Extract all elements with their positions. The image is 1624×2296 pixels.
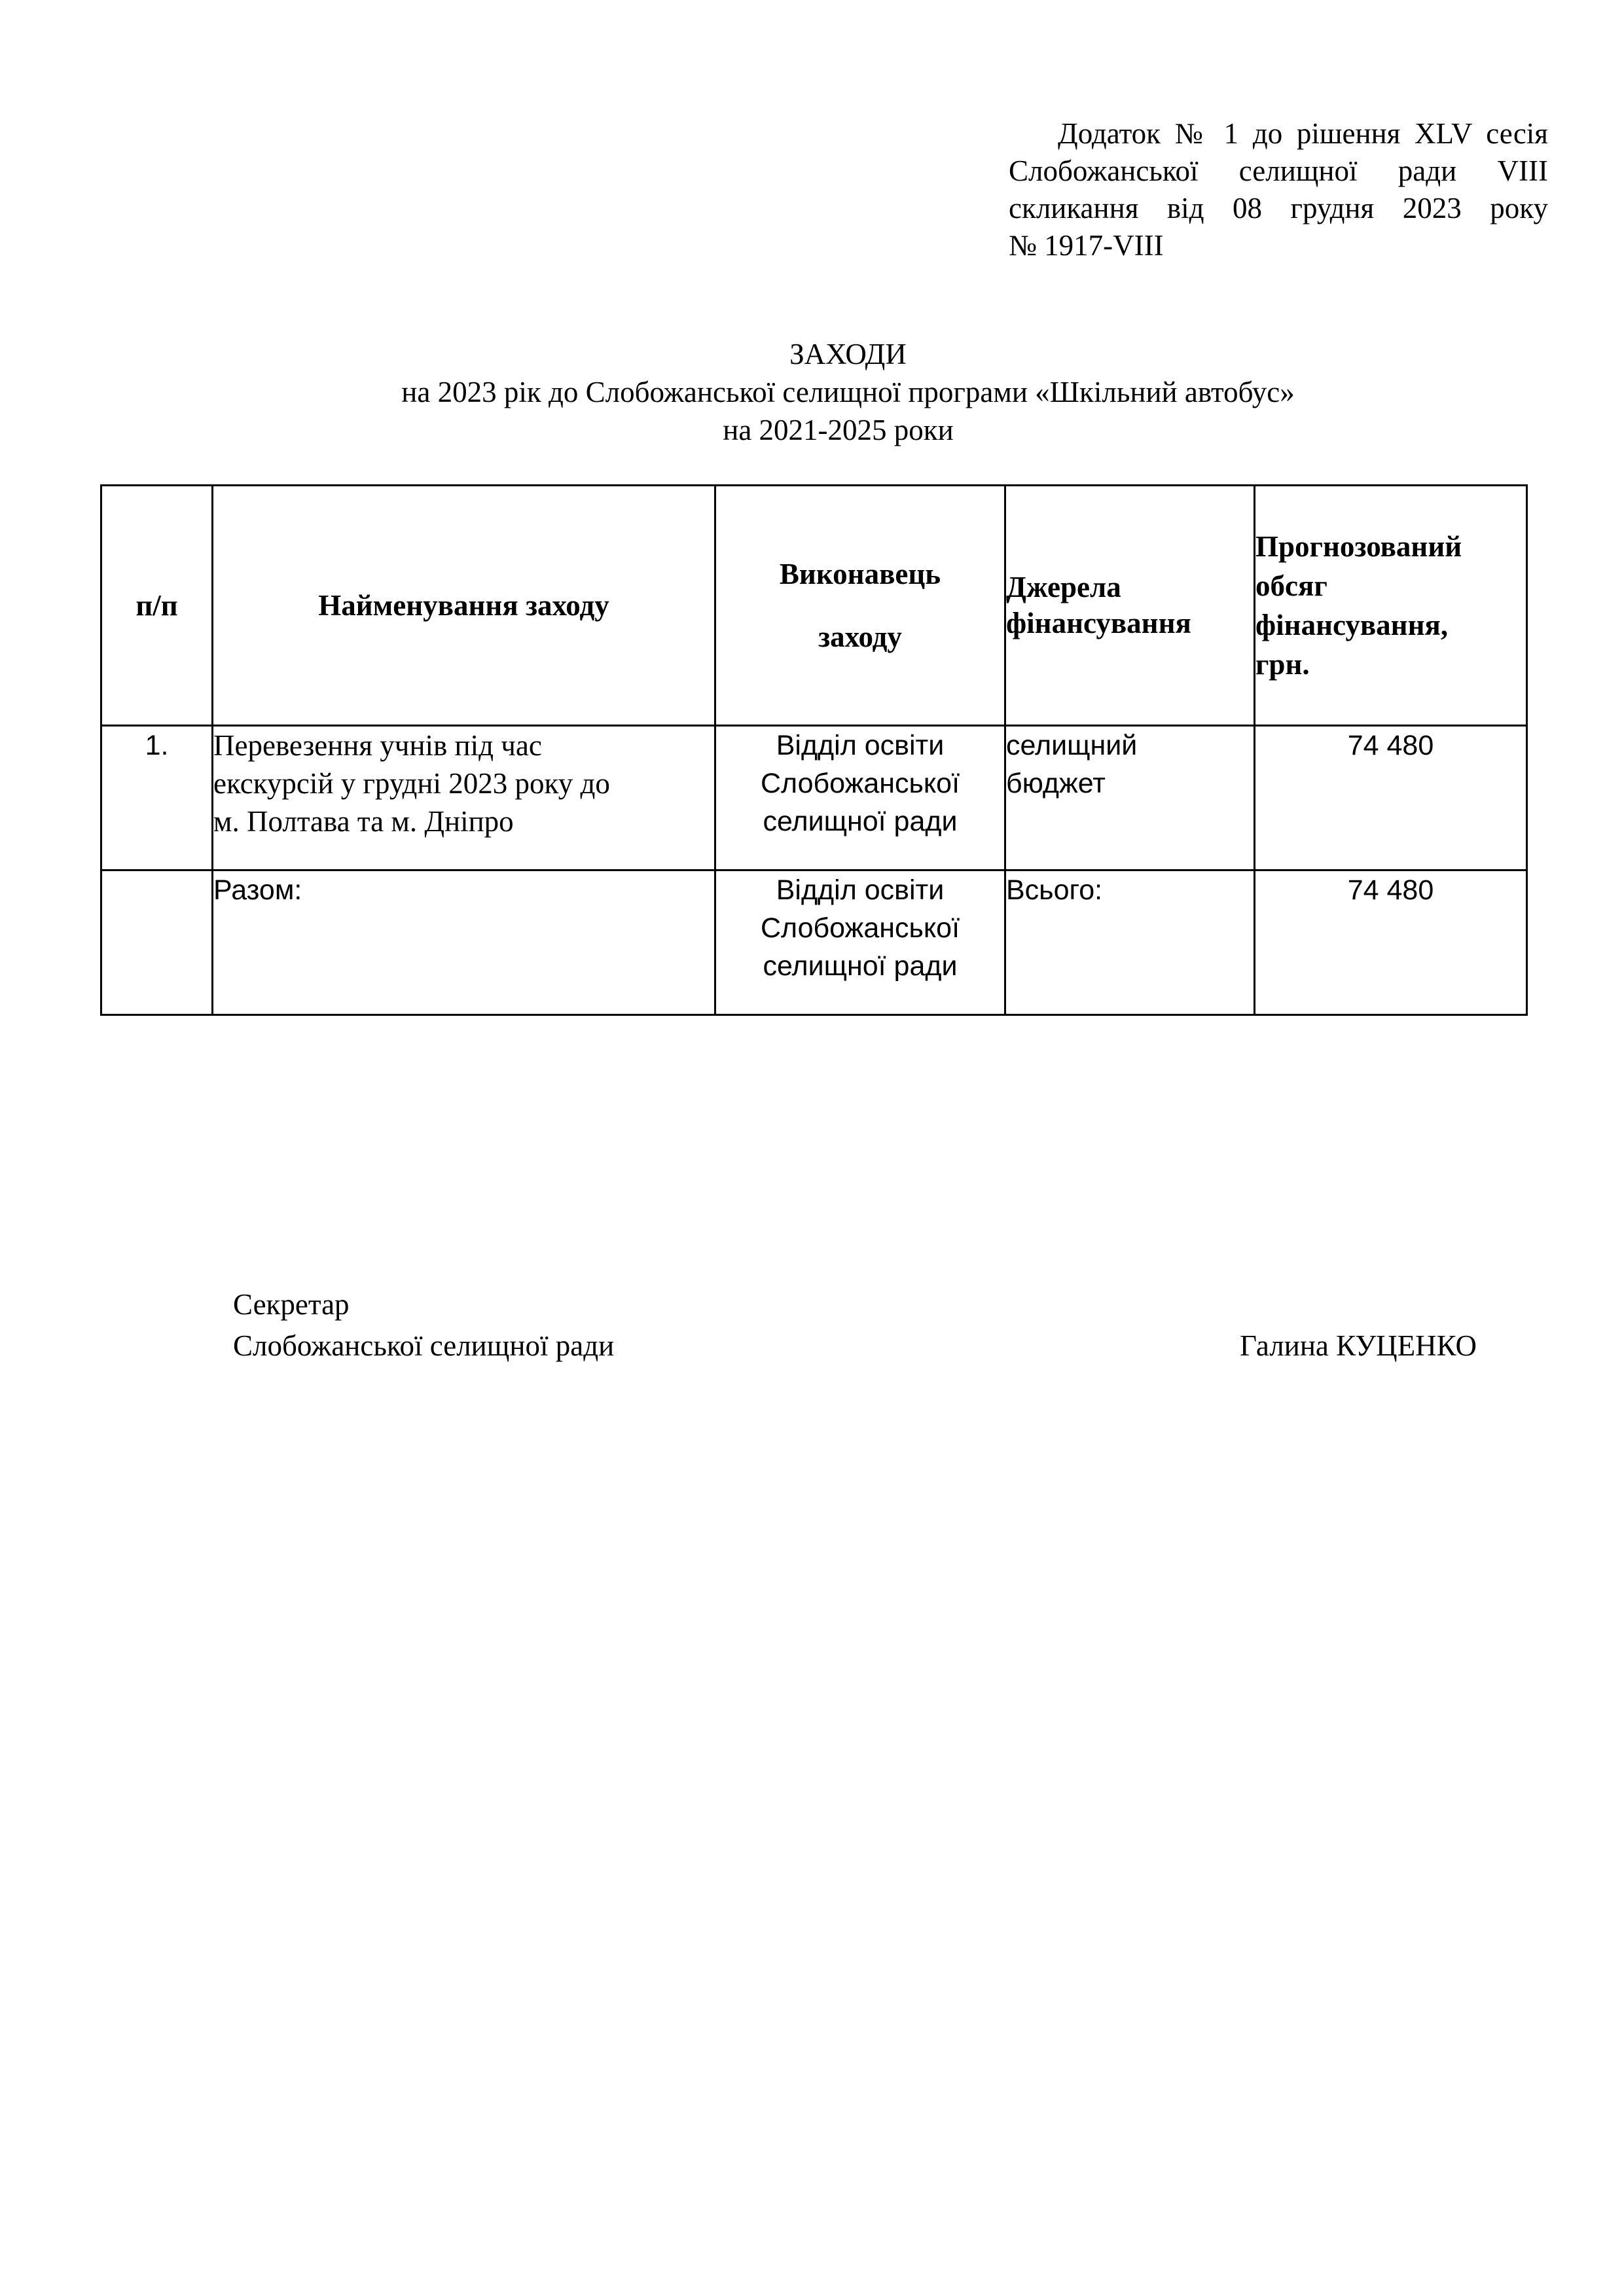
header-executor-line-2: заходу	[818, 620, 902, 653]
executor-line-2: Слобожанської	[760, 768, 960, 799]
table-total-row	[101, 870, 1527, 1015]
header-amount-line-4: грн.	[1255, 648, 1310, 681]
table-header-row	[101, 486, 1527, 726]
total-executor-line-3: селищної ради	[763, 950, 958, 982]
signer-position-line-1: Секретар	[233, 1288, 350, 1321]
title-subtitle: на 2023 рік до Слобожанської селищної програми «Шкільний автобус»	[401, 376, 1295, 408]
header-source-line-1: Джерела	[1006, 571, 1121, 603]
header-funding-source	[1005, 486, 1255, 726]
appendix-line-2: Слобожанської селищної ради VIII	[1009, 154, 1548, 187]
measures-table	[100, 484, 1528, 1016]
total-executor-line-1: Відділ освіти	[776, 874, 945, 906]
header-amount-line-2: обсяг	[1255, 569, 1327, 602]
header-executor-line-1: Виконавець	[779, 558, 941, 590]
source-line-1: селищний	[1006, 730, 1138, 761]
row-measure-name	[213, 726, 715, 870]
appendix-note	[1009, 115, 1548, 264]
appendix-line-4: № 1917-VIII	[1009, 229, 1164, 262]
header-number: п/п	[101, 486, 213, 726]
executor-line-1: Відділ освіти	[776, 730, 945, 761]
row-executor	[715, 726, 1005, 870]
total-row-number	[101, 870, 213, 1015]
signer-name: Галина КУЦЕНКО	[1240, 1329, 1477, 1362]
total-amount: 74 480	[1255, 870, 1527, 1015]
measure-name-line-3: м. Полтава та м. Дніпро	[213, 805, 514, 838]
header-forecast-amount	[1255, 486, 1527, 726]
header-amount-line-1: Прогнозований	[1255, 530, 1462, 563]
signer-position-line-2: Слобожанської селищної ради	[233, 1329, 615, 1362]
source-line-2: бюджет	[1006, 768, 1106, 799]
table-row	[101, 726, 1527, 870]
measure-name-line-1: Перевезення учнів під час	[213, 729, 542, 762]
executor-line-3: селищної ради	[763, 806, 958, 837]
header-amount-line-3: фінансування,	[1255, 609, 1449, 641]
measure-name-line-2: екскурсій у грудні 2023 року до	[213, 767, 610, 800]
row-amount: 74 480	[1255, 726, 1527, 870]
total-label: Разом:	[213, 870, 715, 1015]
total-executor-line-2: Слобожанської	[760, 912, 960, 944]
signature-block	[233, 1284, 1477, 1367]
total-source-label: Всього:	[1005, 870, 1255, 1015]
title-period: на 2021-2025 роки	[723, 414, 954, 446]
header-executor	[715, 486, 1005, 726]
appendix-line-1: Додаток № 1 до рішення XLV сесія	[1058, 117, 1548, 150]
appendix-line-3: скликання від 08 грудня 2023 року	[1009, 192, 1548, 224]
row-funding-source	[1005, 726, 1255, 870]
header-source-line-2: фінансування	[1006, 607, 1191, 639]
total-executor	[715, 870, 1005, 1015]
row-number: 1.	[101, 726, 213, 870]
document-title	[0, 335, 1624, 449]
title-heading: ЗАХОДИ	[789, 338, 907, 370]
header-measure-name: Найменування заходу	[213, 486, 715, 726]
